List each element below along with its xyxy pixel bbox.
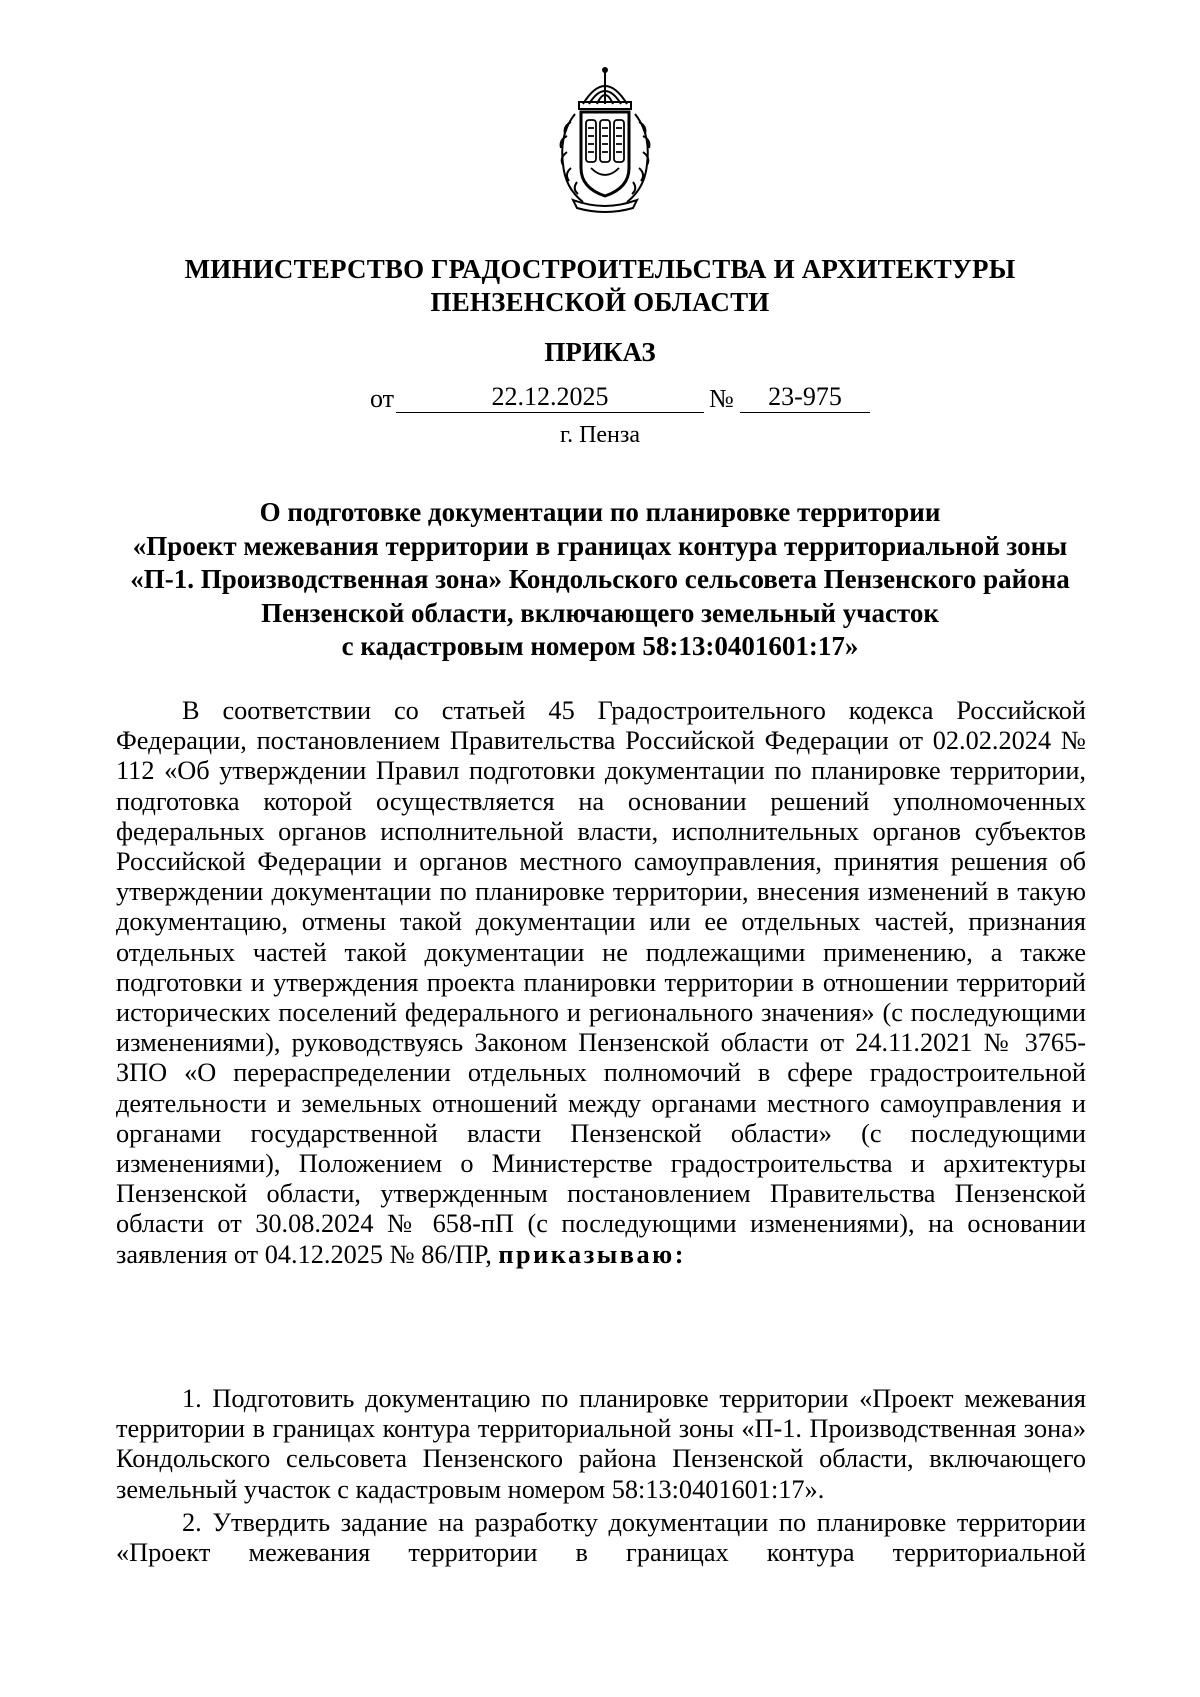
title-line2: «Проект межевания территории в границах контура территориальной зоны: [132, 530, 1068, 561]
ministry-name-line1: МИНИСТЕРСТВО ГРАДОСТРОИТЕЛЬСТВА И АРХИТЕКТУРЫ: [184, 254, 1016, 284]
title-line3: «П-1. Производственная зона» Кондольского сельсовета Пензенского района: [130, 564, 1070, 594]
order-item-2-text: 2. Утвердить задание на разработку документации по планировке территории «Проект межевания территории в границах контура территориальной: [116, 1508, 1086, 1568]
order-item-1: [116, 1384, 1086, 1505]
date-number-line: [0, 382, 1200, 416]
document-type: ПРИКАЗ: [544, 337, 656, 367]
title-line4: Пензенской области, включающего земельный участок: [261, 597, 939, 628]
coat-of-arms-emblem: [553, 64, 657, 214]
ministry-name: [0, 253, 1200, 319]
ministry-name-line2: ПЕНЗЕНСКОЙ ОБЛАСТИ: [430, 287, 770, 317]
order-item-1-text: 1. Подготовить документацию по планировке территории «Проект межевания территории в границах контура территориальной зоны «П-1. Производственная зона» Кондольского сельсовета Пензенского района Пензенской области, включающего земельный участок с кадастровым номером 58:13:0401601:17».: [116, 1384, 1086, 1504]
order-item-2: [116, 1508, 1086, 1568]
document-number: 23-975: [740, 382, 870, 413]
order-command: приказываю:: [498, 1239, 687, 1269]
document-title: [110, 496, 1090, 664]
city: г. Пенза: [559, 422, 641, 448]
preamble-text: В соответствии со статьей 45 Градостроительного кодекса Российской Федерации, постановлением Правительства Российской Федерации от 02.02.2024 № 112 «Об утверждении Правил подготовки документации по планировке территории, подготовка которой осуществляется на основании решений уполномоченных федеральных органов исполнительной власти, исполнительных органов субъектов Российской Федерации и органов местного самоуправления, принятия решения об утверждении документации по планировке территории, внесения изменений в такую документацию, отмены такой документации или ее отдельных частей, признания отдельных частей такой документации не подлежащими применению, а также подготовки и утверждения проекта планировки территории в отношении территорий исторических поселений федерального и регионального значения» (с последующими изменениями), руководствуясь Законом Пензенской области от 24.11.2021 № 3765-ЗПО «О перераспределении отдельных полномочий в сфере градостроительной деятельности и земельных отношений между органами местного самоуправления и органами государственной власти Пензенской области» (с последующими изменениями), Положением о Министерстве градостроительства и архитектуры Пензенской области, утвержденным постановлением Правительства Пензенской области от 30.08.2024 № 658-пП (с последующими изменениями), на основании заявления от 04.12.2025 № 86/ПР,: [116, 696, 1086, 1269]
preamble-paragraph: [116, 696, 1086, 1270]
title-line1: О подготовке документации по планировке территории: [259, 497, 941, 527]
title-line5: с кадастровым номером 58:13:0401601:17»: [341, 631, 859, 661]
document-date: 22.12.2025: [396, 382, 704, 413]
date-prefix: от: [370, 384, 395, 413]
number-prefix: №: [709, 384, 734, 413]
